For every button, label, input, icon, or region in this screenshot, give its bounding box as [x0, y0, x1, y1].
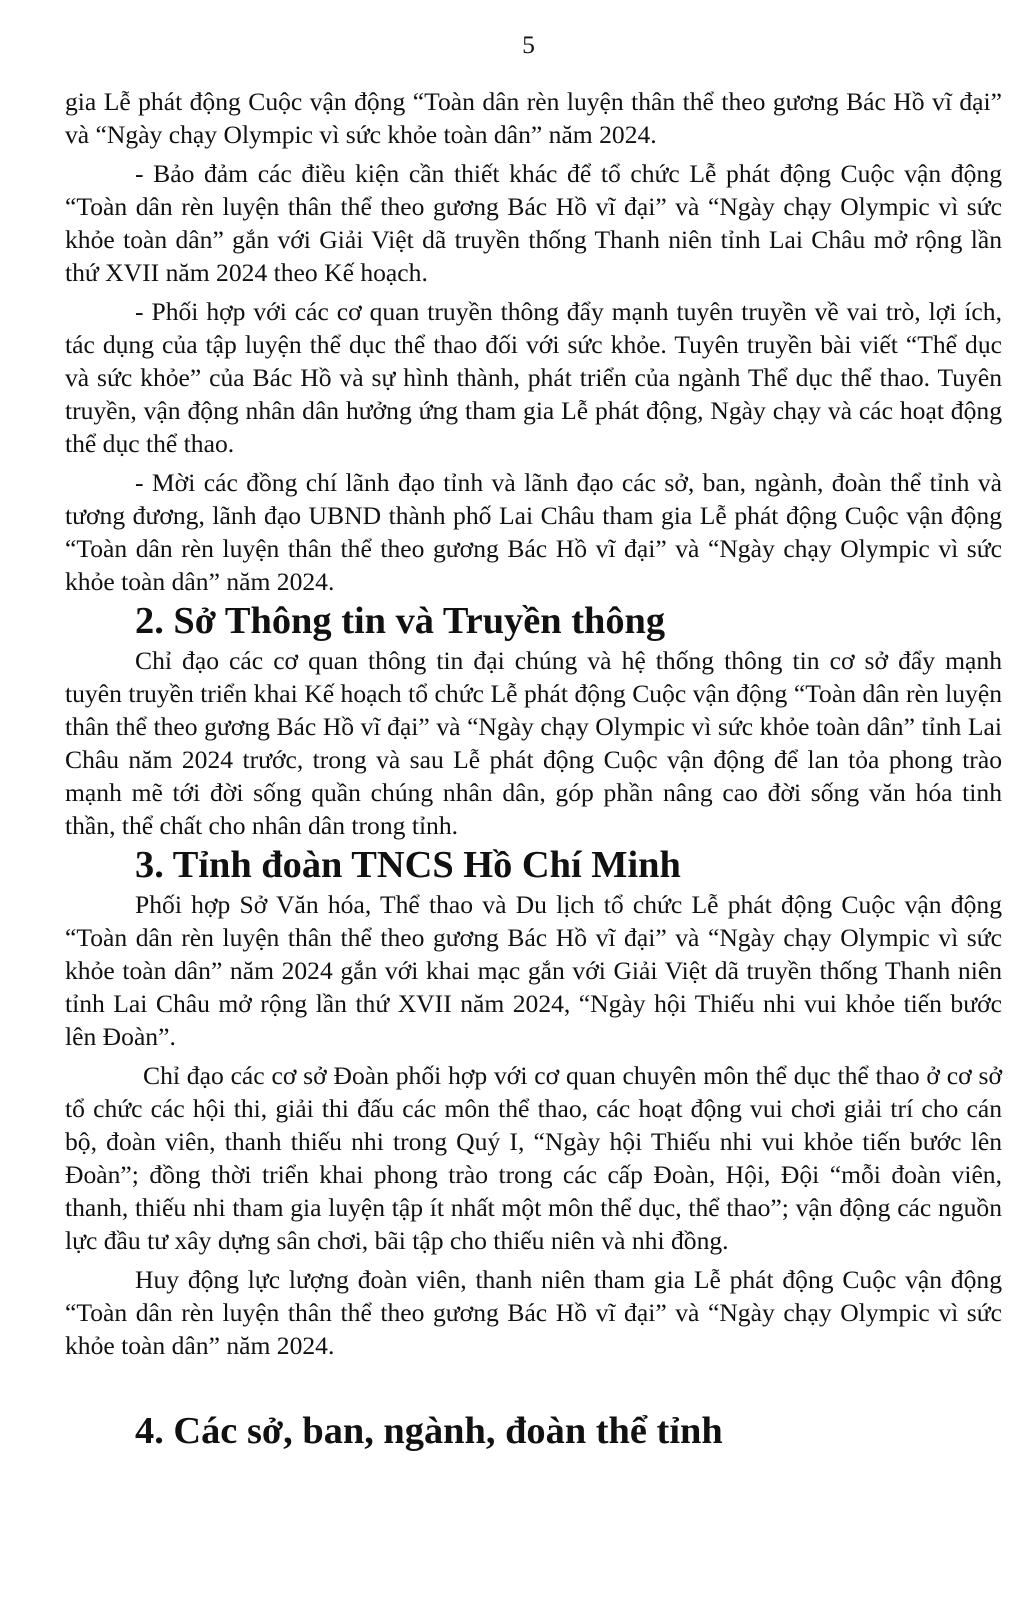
paragraph-youth-mobilization: Huy động lực lượng đoàn viên, thanh niên tham gia Lễ phát động Cuộc vận động “Toàn dân rèn luyện thân thể theo gương Bác Hồ vĩ đại” và “Ngày chạy Olympic vì sức khỏe toàn dân” năm 2024.: [65, 1265, 1002, 1360]
paragraph-youth-union-direction: Chỉ đạo các cơ sở Đoàn phối hợp với cơ quan chuyên môn thể dục thể thao ở cơ sở tổ chức các hội thi, giải thi đấu các môn thể thao, các hoạt động vui chơi giải trí cho cán bộ, đoàn viên, thanh thiếu nhi trong Quý I, “Ngày hội Thiếu nhi vui khỏe tiến bước lên Đoàn”; đồng thời triển khai phong trào trong các cấp Đoàn, Hội, Đội “mỗi đoàn viên, thanh, thiếu nhi tham gia luyện tập ít nhất một môn thể dục, thể thao”; vận động các nguồn lực đầu tư xây dựng sân chơi, bãi tập cho thiếu niên và nhi đồng.: [65, 1061, 1002, 1255]
paragraph-conditions: - Bảo đảm các điều kiện cần thiết khác để tổ chức Lễ phát động Cuộc vận động “Toàn dân rèn luyện thân thể theo gương Bác Hồ vĩ đại” và “Ngày chạy Olympic vì sức khỏe toàn dân” gắn với Giải Việt dã truyền thống Thanh niên tỉnh Lai Châu mở rộng lần thứ XVII năm 2024 theo Kế hoạch.: [65, 159, 1002, 287]
section-heading-4: 4. Các sở, ban, ngành, đoàn thể tỉnh: [135, 1410, 723, 1452]
paragraph-youth-union-coordination: Phối hợp Sở Văn hóa, Thể thao và Du lịch tổ chức Lễ phát động Cuộc vận động “Toàn dân rèn luyện thân thể theo gương Bác Hồ vĩ đại” và “Ngày chạy Olympic vì sức khỏe toàn dân” năm 2024 gắn với khai mạc gắn với Giải Việt dã truyền thống Thanh niên tỉnh Lai Châu mở rộng lần thứ XVII năm 2024, “Ngày hội Thiếu nhi vui khỏe tiến bước lên Đoàn”.: [65, 890, 1002, 1051]
paragraph-continuation: gia Lễ phát động Cuộc vận động “Toàn dân rèn luyện thân thể theo gương Bác Hồ vĩ đại” và “Ngày chạy Olympic vì sức khỏe toàn dân” năm 2024.: [65, 87, 1002, 149]
paragraph-information-department: Chỉ đạo các cơ quan thông tin đại chúng và hệ thống thông tin cơ sở đẩy mạnh tuyên truyền triển khai Kế hoạch tổ chức Lễ phát động Cuộc vận động “Toàn dân rèn luyện thân thể theo gương Bác Hồ vĩ đại” và “Ngày chạy Olympic vì sức khỏe toàn dân” tỉnh Lai Châu năm 2024 trước, trong và sau Lễ phát động Cuộc vận động để lan tỏa phong trào mạnh mẽ tới đời sống quần chúng nhân dân, góp phần nâng cao đời sống văn hóa tinh thần, thể chất cho nhân dân trong tỉnh.: [65, 646, 1002, 840]
paragraph-media-coordination: - Phối hợp với các cơ quan truyền thông đẩy mạnh tuyên truyền về vai trò, lợi ích, tác dụng của tập luyện thể dục thể thao đối với sức khỏe. Tuyên truyền bài viết “Thể dục và sức khỏe” của Bác Hồ và sự hình thành, phát triển của ngành Thể dục thể thao. Tuyên truyền, vận động nhân dân hưởng ứng tham gia Lễ phát động, Ngày chạy và các hoạt động thể dục thể thao.: [65, 297, 1002, 458]
section-heading-3: 3. Tỉnh đoàn TNCS Hồ Chí Minh: [135, 844, 681, 886]
section-heading-2: 2. Sở Thông tin và Truyền thông: [135, 600, 666, 642]
page-number: 5: [522, 30, 535, 59]
paragraph-invite-leaders: - Mời các đồng chí lãnh đạo tỉnh và lãnh đạo các sở, ban, ngành, đoàn thể tỉnh và tương đương, lãnh đạo UBND thành phố Lai Châu tham gia Lễ phát động Cuộc vận động “Toàn dân rèn luyện thân thể theo gương Bác Hồ vĩ đại” và “Ngày chạy Olympic vì sức khỏe toàn dân” năm 2024.: [65, 468, 1002, 596]
